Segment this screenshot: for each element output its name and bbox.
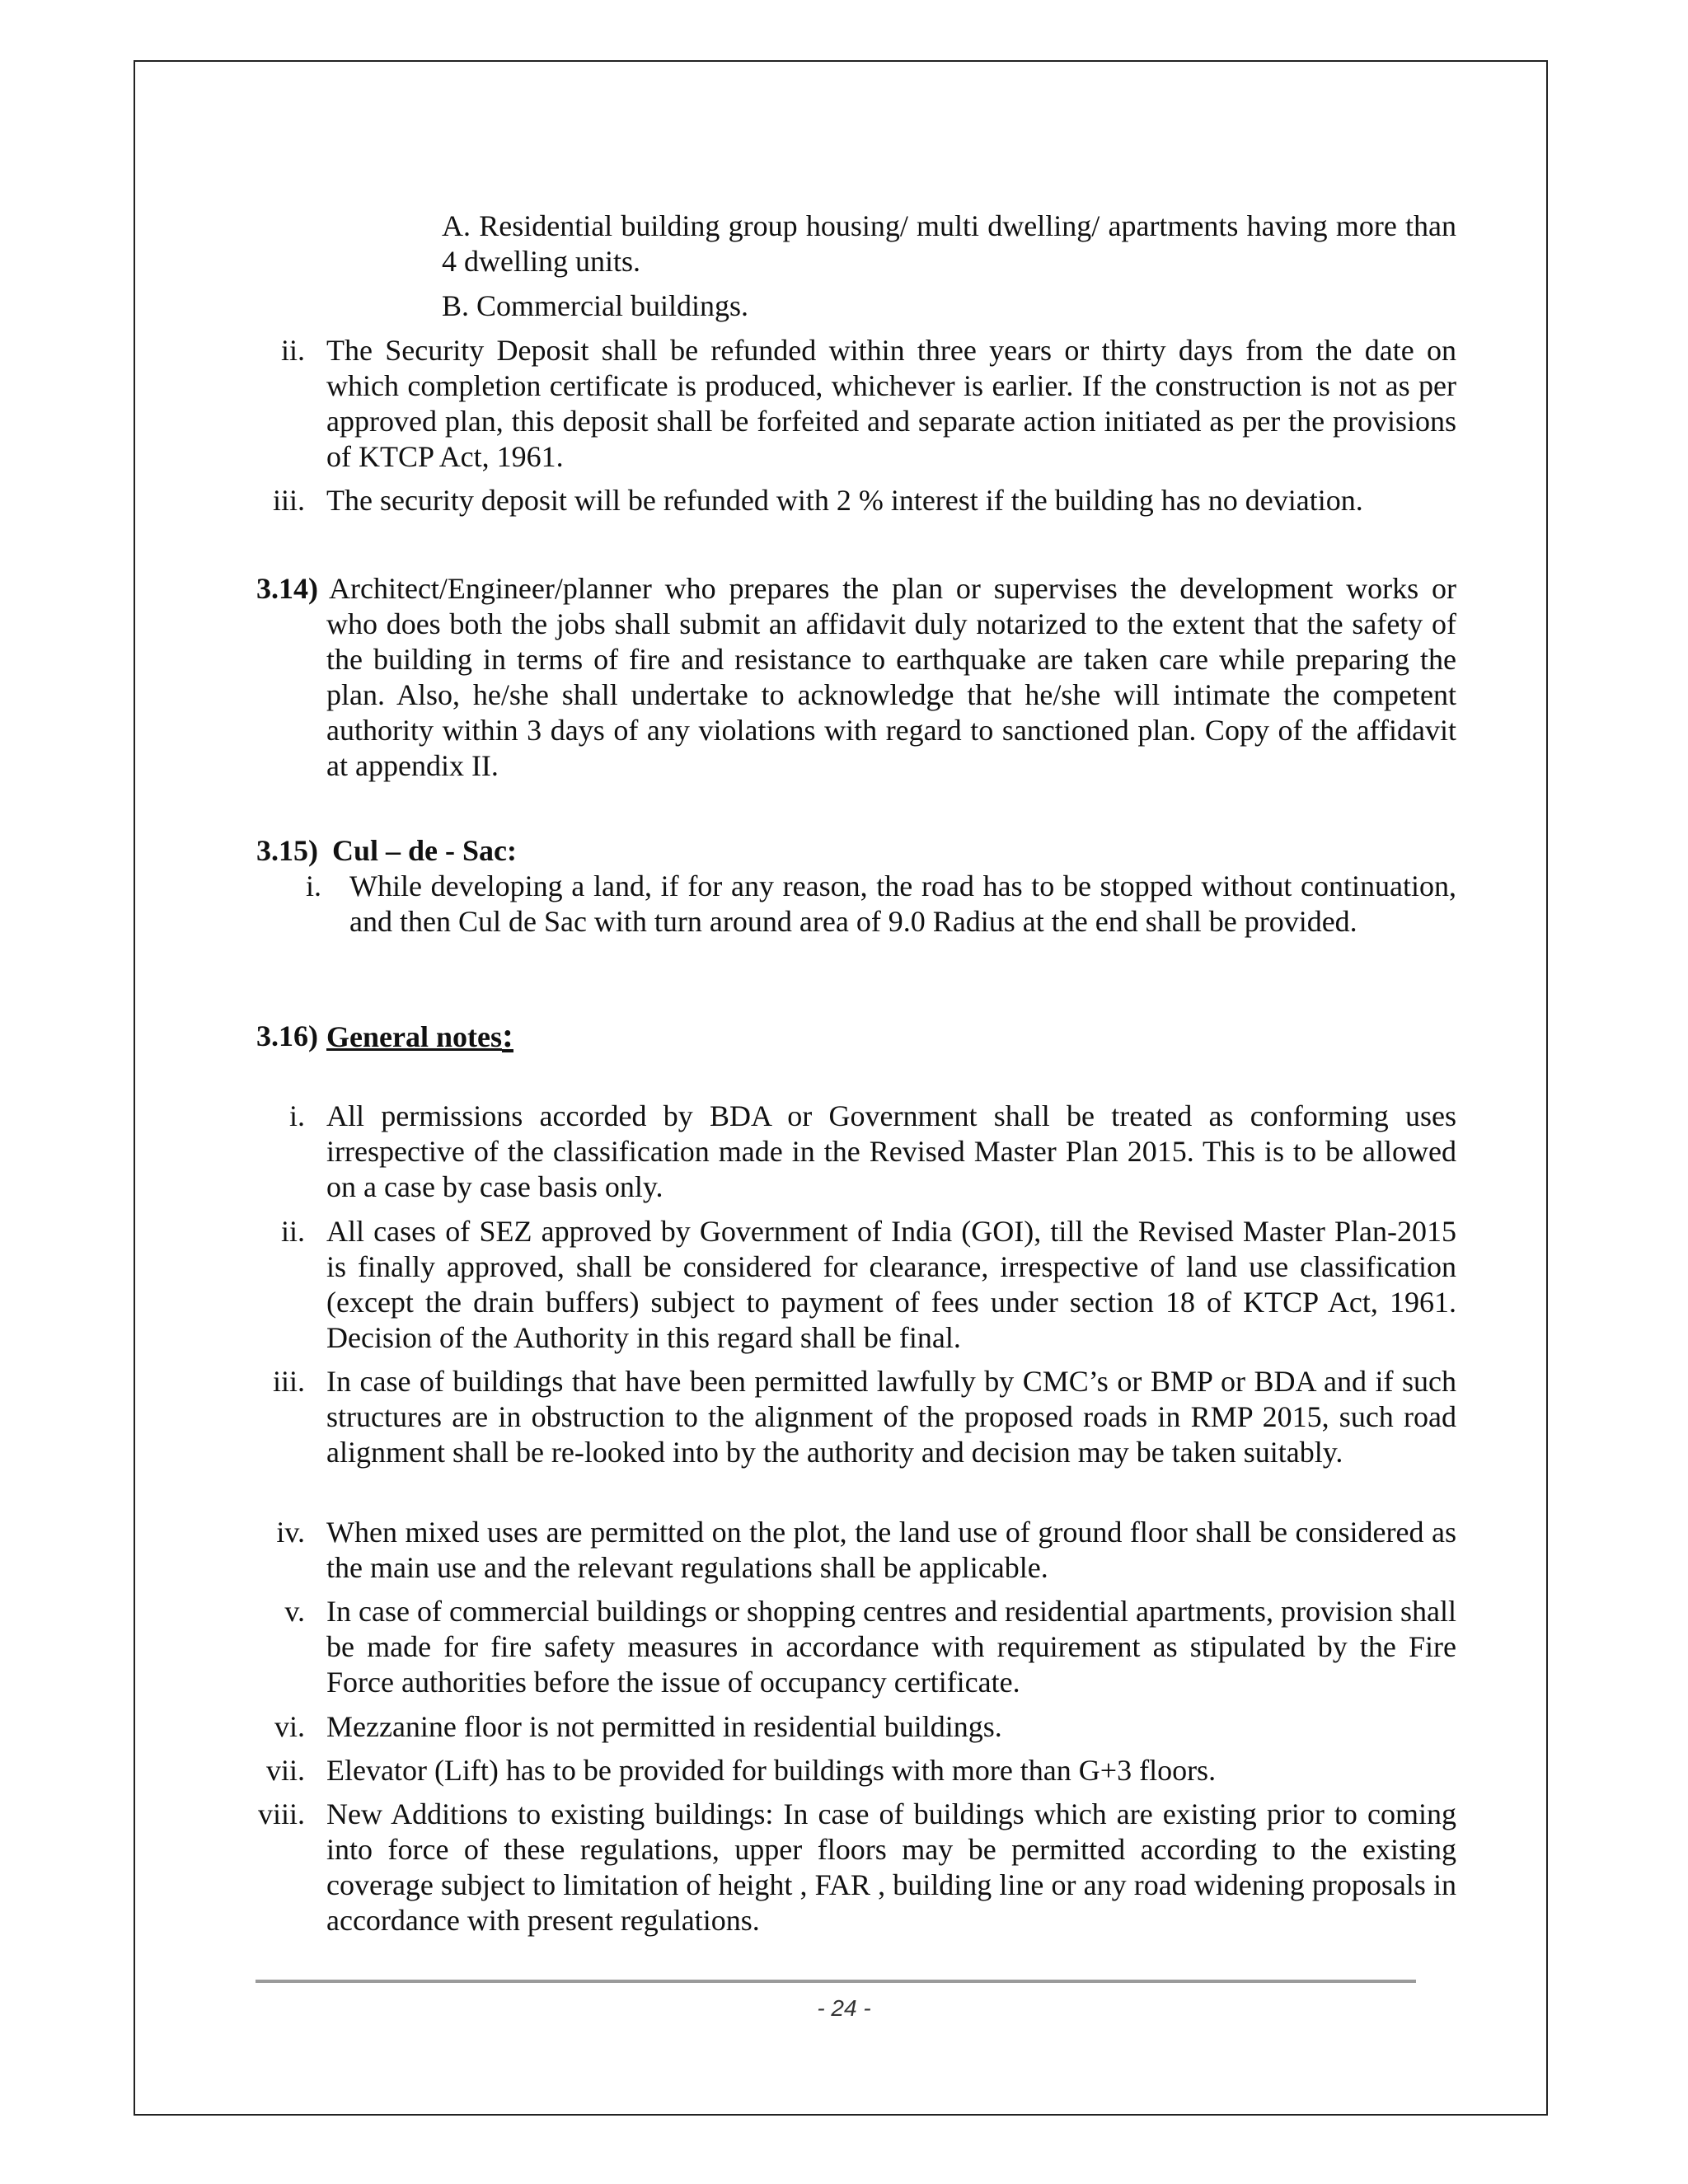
section-3-15-number: 3.15): [256, 834, 318, 867]
note-i-text: All permissions accorded by BDA or Government shall be treated as conforming uses irrespective of the classification made in the Revised Master Plan 2015. This is to be allowed on a case by case basis only.: [326, 1099, 1456, 1203]
item-ii-number: ii.: [280, 334, 305, 367]
section-3-15-item-i-text: While developing a land, if for any reason, the road has to be stopped without continuation, and then Cul de Sac with turn around area of 9.0 Radius at the end shall be provided.: [349, 869, 1456, 938]
section-3-16-number: 3.16): [256, 1019, 318, 1052]
item-ii-text: The Security Deposit shall be refunded within three years or thirty days from the date on which completion certificate is produced, whichever is earlier. If the construction is not as per approved plan, this deposit shall be forfeited and separate action initiated as per the provisions of KTCP Act, 1961.: [326, 334, 1456, 473]
section-3-14-number: 3.14): [256, 572, 318, 605]
note-vi-text: Mezzanine floor is not permitted in residential buildings.: [326, 1710, 1002, 1743]
section-3-15-title: Cul – de - Sac:: [332, 834, 517, 867]
note-iv-text: When mixed uses are permitted on the plot, the land use of ground floor shall be considered as the main use and the relevant regulations shall be applicable.: [326, 1516, 1456, 1584]
note-v-number: v.: [284, 1595, 305, 1628]
section-3-14-text: Architect/Engineer/planner who prepares the plan or supervises the development works or who does both the jobs shall submit an affidavit duly notarized to the extent that the safety of the building in terms of fire and resistance to earthquake are taken care while preparing the plan. Also, he/she shall undertake to acknowledge that he/she will intimate the competent authority within 3 days of any violations with regard to sanctioned plan. Copy of the affidavit at appendix II.: [326, 572, 1456, 782]
footer-rule: [256, 1980, 1416, 1983]
item-b-text: B. Commercial buildings.: [442, 289, 748, 322]
item-iii-text: The security deposit will be refunded with 2 % interest if the building has no deviation.: [326, 484, 1363, 517]
note-vii-text: Elevator (Lift) has to be provided for buildings with more than G+3 floors.: [326, 1754, 1217, 1787]
note-iv-number: iv.: [276, 1516, 305, 1549]
page-number: - 24 -: [817, 1995, 871, 2021]
note-ii-text: All cases of SEZ approved by Government of India (GOI), till the Revised Master Plan-2015 is finally approved, shall be considered for clearance, irrespective of land use classification (except the drain buffers) subject to payment of fees under section 18 of KTCP Act, 1961. Decision of the Authority in this regard shall be final.: [326, 1215, 1456, 1354]
item-iii-number: iii.: [272, 484, 305, 517]
note-ii-number: ii.: [280, 1215, 305, 1248]
note-iii-text: In case of buildings that have been permitted lawfully by CMC’s or BMP or BDA and if such structures are in obstruction to the alignment of the proposed roads in RMP 2015, such road alignment shall be re-looked into by the authority and decision may be taken suitably.: [326, 1365, 1456, 1469]
section-3-16-title: General notes: [326, 1020, 502, 1053]
section-3-16-heading: [326, 1019, 656, 1055]
note-vii-number: vii.: [265, 1754, 305, 1787]
note-viii-text: New Additions to existing buildings: In case of buildings which are existing prior to coming into force of these regulations, upper floors may be permitted according to the existing coverage subject to limitation of height , FAR , building line or any road widening proposals in accordance with present regulations.: [326, 1797, 1456, 1937]
section-3-16-colon: :: [501, 1017, 513, 1055]
note-vi-number: vi.: [274, 1710, 305, 1743]
note-iii-number: iii.: [272, 1365, 305, 1398]
note-v-text: In case of commercial buildings or shopping centres and residential apartments, provision shall be made for fire safety measures in accordance with requirement as stipulated by the Fire Force authorities before the issue of occupancy certificate.: [326, 1595, 1456, 1699]
item-a-text: A. Residential building group housing/ multi dwelling/ apartments having more than 4 dwelling units.: [442, 209, 1456, 278]
section-3-15-item-i-number: i.: [305, 869, 321, 902]
note-i-number: i.: [288, 1099, 305, 1132]
note-viii-number: viii.: [257, 1797, 305, 1830]
